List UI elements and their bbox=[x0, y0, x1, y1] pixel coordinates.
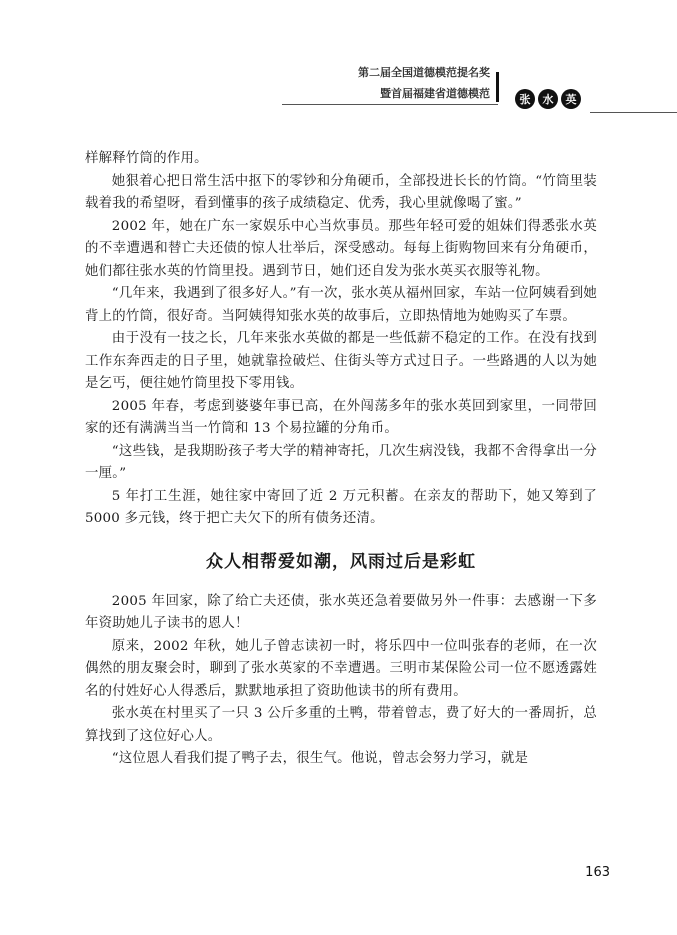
paragraph: 5 年打工生涯，她往家中寄回了近 2 万元积蓄。在亲友的帮助下，她又筹到了 5000 多元钱，终于把亡夫欠下的所有债务还清。 bbox=[85, 488, 597, 526]
paragraph: 由于没有一技之长，几年来张水英做的都是一些低薪不稳定的工作。在没有找到工作东奔西走的日子里，她就靠捡破烂、住街头等方式过日子。一些路遇的人以为她是乞丐，便往她竹筒里投下零用钱。 bbox=[85, 331, 597, 391]
paragraph: “这位恩人看我们提了鸭子去，很生气。他说，曾志会努力学习，就是 bbox=[111, 751, 529, 766]
name-char-1: 张 bbox=[515, 89, 535, 109]
paragraph: 样解释竹筒的作用。 bbox=[85, 151, 208, 166]
header-rule-right bbox=[590, 112, 677, 113]
paragraph: 2005 年回家，除了给亡夫还债，张水英还急着要做另外一件事：去感谢一下多年资助她儿子读书的恩人！ bbox=[85, 593, 597, 631]
paragraph: 她狠着心把日常生活中抠下的零钞和分角硬币，全部投进长长的竹筒。“竹筒里装载着我的希望呀，看到懂事的孩子成绩稳定、优秀，我心里就像喝了蜜。” bbox=[85, 173, 597, 211]
header-person-name bbox=[515, 86, 585, 112]
paragraph: 张水英在村里买了一只 3 公斤多重的土鸭，带着曾志，费了好大的一番周折，总算找到了这位好心人。 bbox=[85, 706, 597, 744]
header-title-line2: 暨首届福建省道德模范 bbox=[380, 87, 490, 100]
name-char-3: 英 bbox=[561, 89, 581, 109]
paragraph: 2002 年，她在广东一家娱乐中心当炊事员。那些年轻可爱的姐妹们得悉张水英的不幸遭遇和替亡夫还债的惊人壮举后，深受感动。每每上街购物回来有分角硬币，她们都往张水英的竹筒里投。遇到节日，她们还自发为张水英买衣服等礼物。 bbox=[85, 218, 597, 279]
page-number: 163 bbox=[585, 865, 610, 880]
paragraph: “这些钱，是我期盼孩子考大学的精神寄托，几次生病没钱，我都不舍得拿出一分一厘。” bbox=[85, 443, 597, 481]
page-body bbox=[85, 148, 597, 771]
paragraph: 2005 年春，考虑到婆婆年事已高，在外闯荡多年的张水英回到家里，一同带回家的还有满满当当一竹筒和 13 个易拉罐的分角币。 bbox=[85, 398, 597, 436]
name-char-2: 水 bbox=[538, 89, 558, 109]
section-heading: 众人相帮爱如潮，风雨过后是彩虹 bbox=[206, 551, 476, 572]
paragraph: 原来，2002 年秋，她儿子曾志读初一时，将乐四中一位叫张春的老师，在一次偶然的朋友聚会时，聊到了张水英家的不幸遭遇。三明市某保险公司一位不愿透露姓名的付姓好心人得悉后，默默地承担了资助他读书的所有费用。 bbox=[85, 638, 597, 699]
header-rule bbox=[282, 104, 498, 105]
paragraph: “几年来，我遇到了很多好人。”有一次，张水英从福州回家，车站一位阿姨看到她背上的竹筒，很好奇。当阿姨得知张水英的故事后，立即热情地为她购买了车票。 bbox=[85, 286, 597, 324]
header-title-line1: 第二届全国道德模范提名奖 bbox=[358, 66, 490, 79]
header-divider bbox=[496, 72, 499, 102]
